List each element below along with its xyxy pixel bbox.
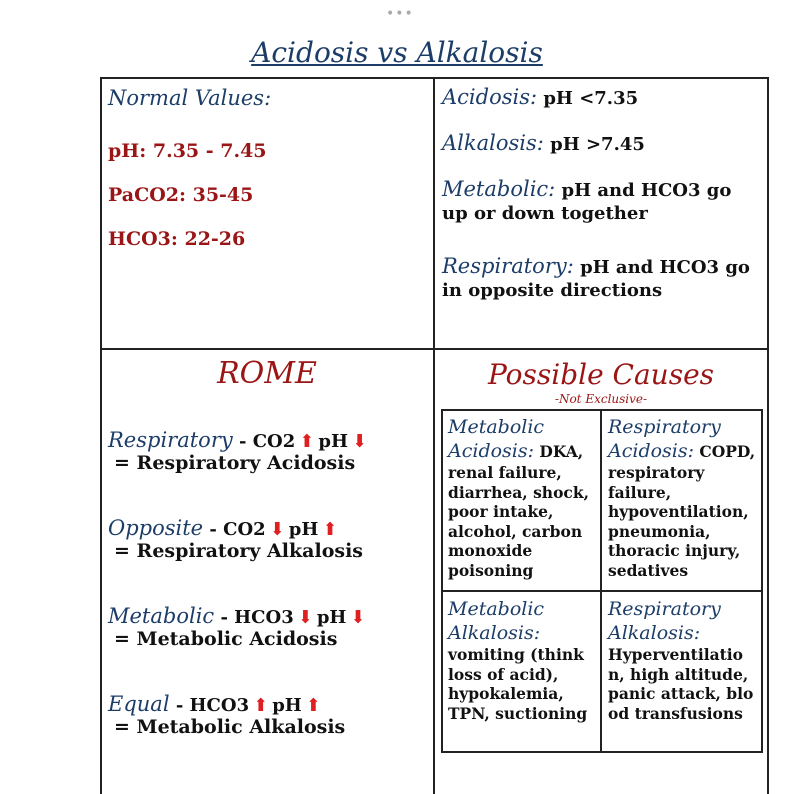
normal-paco2: PaCO2: 35-45 <box>108 184 254 206</box>
table-border-left <box>100 77 102 794</box>
cause-metabolic-acidosis: Metabolic Acidosis: DKA, renal failure, diarrhea, shock, poor intake, alcohol, carbon monoxide poisoning <box>448 416 589 580</box>
normal-ph: pH: 7.35 - 7.45 <box>108 140 267 162</box>
more-dots-icon[interactable]: ••• <box>386 6 414 22</box>
cause-metabolic-alkalosis: Metabolic Alkalosis: vomiting (think loss of acid), hypokalemia, TPN, suctioning <box>448 598 588 723</box>
table-border-right <box>767 77 769 794</box>
normal-values-heading: Normal Values: <box>108 86 272 110</box>
arrow-down-icon: ⬇ <box>350 607 366 628</box>
def-respiratory: Respiratory: pH and HCO3 go in opposite directions <box>442 254 750 301</box>
arrow-up-icon: ⬆ <box>322 519 338 540</box>
arrow-down-icon: ⬇ <box>297 607 313 628</box>
causes-divider-vertical <box>600 409 602 753</box>
arrow-down-icon: ⬇ <box>351 431 368 452</box>
arrow-up-icon: ⬆ <box>299 431 315 452</box>
rome-row: Equal - HCO3 ⬆ pH ⬆ = Metabolic Alkalosis <box>108 692 346 738</box>
def-metabolic: Metabolic: pH and HCO3 go up or down together <box>442 177 732 224</box>
causes-heading: Possible Causes <box>487 358 715 391</box>
arrow-up-icon: ⬆ <box>305 695 321 716</box>
rome-heading: ROME <box>217 356 317 391</box>
causes-subheading: -Not Exclusive- <box>554 392 648 406</box>
causes-divider-horizontal <box>441 590 763 592</box>
cause-respiratory-acidosis: Respiratory Acidosis: COPD, respiratory failure, hypoventilation, pneumonia, thoracic injury, sedatives <box>608 416 756 580</box>
rome-row: Metabolic - HCO3 ⬇ pH ⬇ = Metabolic Acidosis <box>108 604 366 650</box>
def-alkalosis: Alkalosis: pH >7.45 <box>442 131 645 155</box>
cause-respiratory-alkalosis: Respiratory Alkalosis: Hyperventilation, high altitude, panic attack, blood transfusions <box>608 598 754 723</box>
normal-values-cell <box>108 86 428 250</box>
table-divider-vertical <box>433 77 435 794</box>
rome-list <box>108 428 433 780</box>
page-title: Acidosis vs Alkalosis <box>251 36 543 69</box>
arrow-down-icon: ⬇ <box>269 519 285 540</box>
definitions-cell <box>442 86 762 302</box>
normal-hco3: HCO3: 22-26 <box>108 228 246 250</box>
rome-row: Respiratory - CO2 ⬆ pH ⬇ = Respiratory Acidosis <box>108 428 368 474</box>
table-divider-horizontal <box>100 348 769 350</box>
arrow-up-icon: ⬆ <box>253 695 269 716</box>
def-acidosis: Acidosis: pH <7.35 <box>442 85 639 109</box>
rome-row: Opposite - CO2 ⬇ pH ⬆ = Respiratory Alkalosis <box>108 516 363 562</box>
